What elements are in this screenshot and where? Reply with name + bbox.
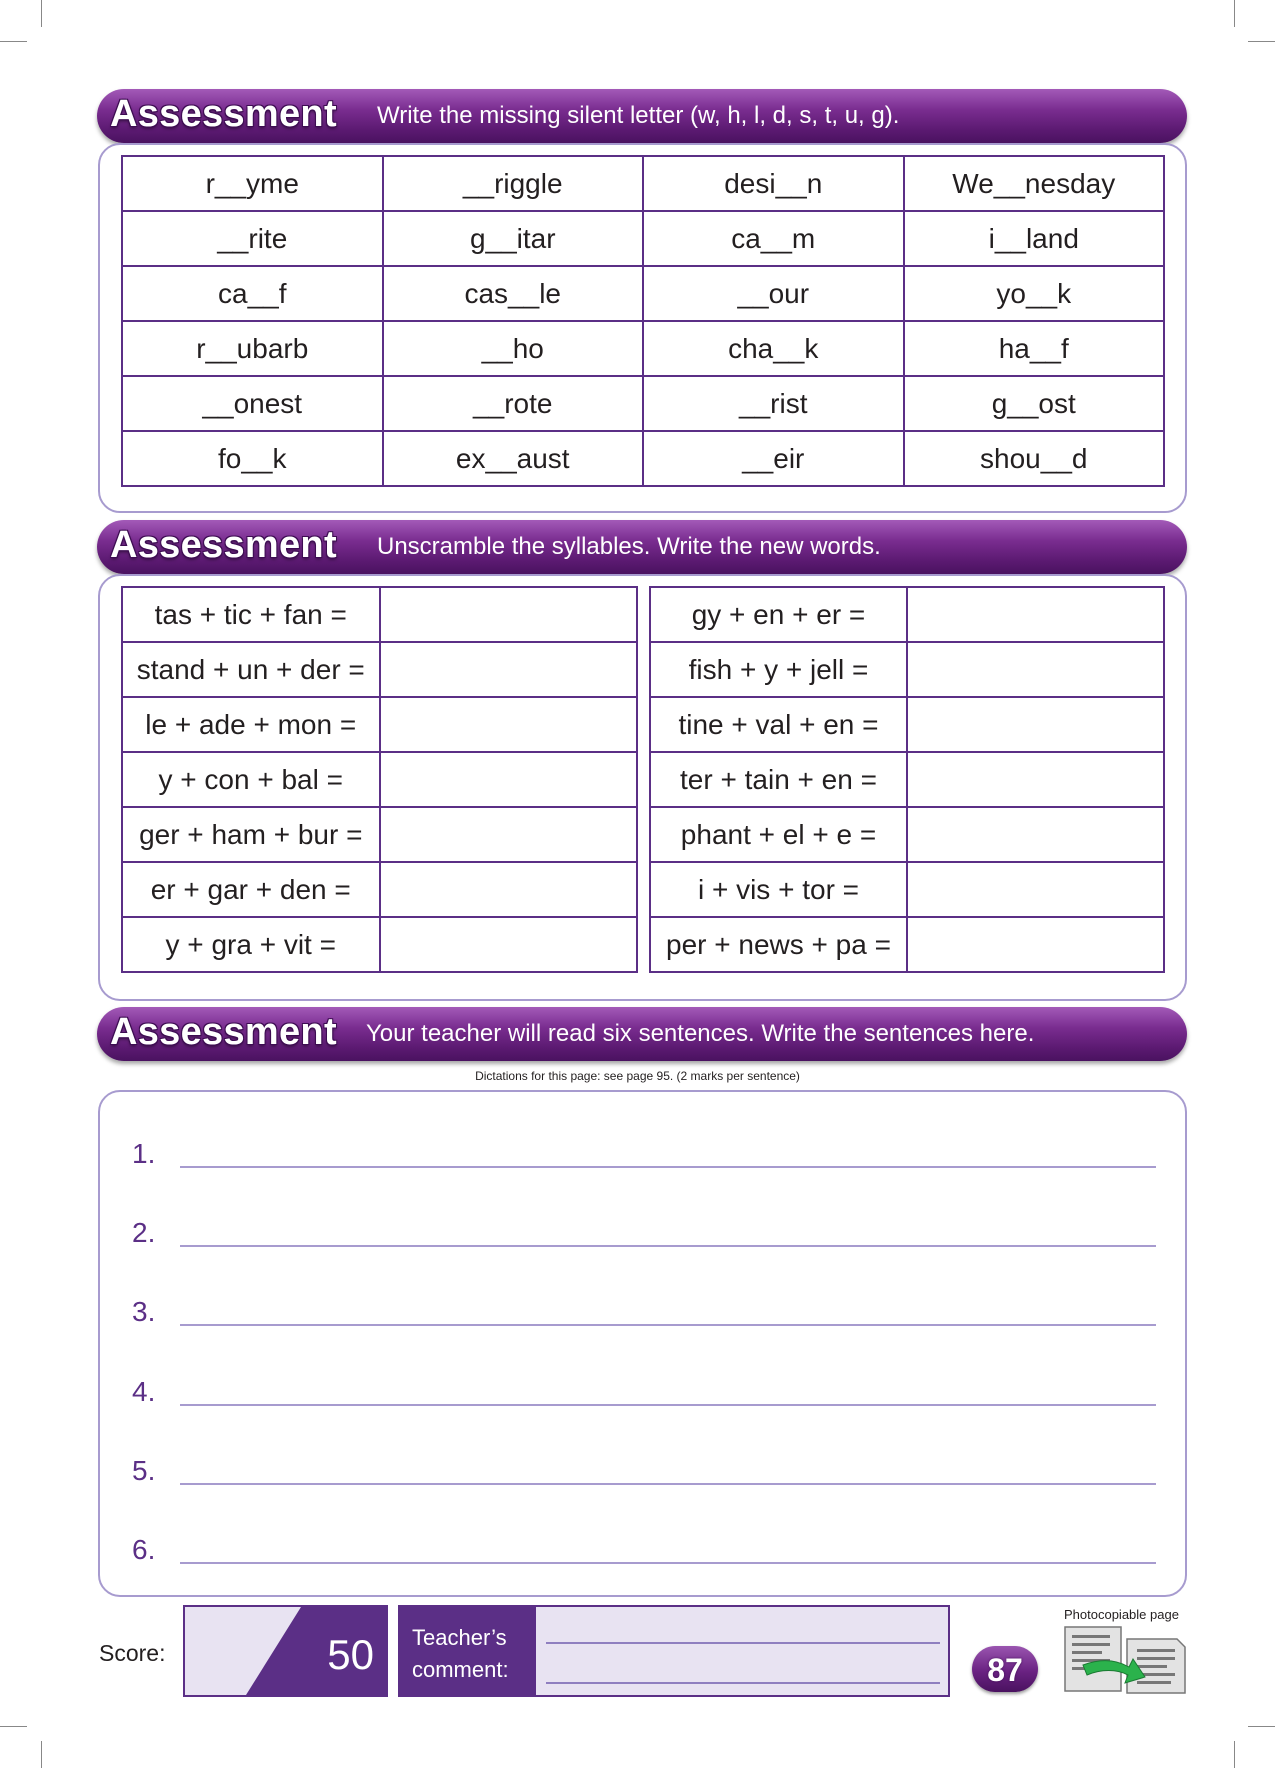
teacher-comment-box[interactable] (398, 1605, 950, 1697)
word-cell[interactable]: ex__aust (383, 431, 644, 486)
sentence-line-2[interactable] (180, 1245, 1156, 1247)
sentence-line-5[interactable] (180, 1483, 1156, 1485)
section3-instruction: Your teacher will read six sentences. Write the sentences here. (366, 1020, 1035, 1047)
answer-cell[interactable] (907, 697, 1164, 752)
word-cell[interactable]: g__ost (904, 376, 1165, 431)
answer-cell[interactable] (380, 752, 638, 807)
answer-cell[interactable] (380, 807, 638, 862)
word-cell[interactable]: ha__f (904, 321, 1165, 376)
word-cell[interactable]: __rite (122, 211, 383, 266)
syllable-prompt: tine + val + en = (650, 697, 907, 752)
table-row (122, 642, 637, 697)
answer-cell[interactable] (380, 917, 638, 972)
table-row (650, 917, 1164, 972)
crop-mark (41, 1741, 42, 1768)
crop-mark (1248, 1726, 1275, 1727)
answer-cell[interactable] (380, 642, 638, 697)
score-box[interactable] (183, 1605, 388, 1697)
answer-cell[interactable] (907, 752, 1164, 807)
word-cell[interactable]: shou__d (904, 431, 1165, 486)
comment-line[interactable] (546, 1642, 940, 1644)
word-cell[interactable]: r__yme (122, 156, 383, 211)
sentence-number: 5. (132, 1455, 156, 1486)
sentence-number: 6. (132, 1534, 156, 1565)
sentence-line-6[interactable] (180, 1562, 1156, 1564)
page-number-badge (972, 1646, 1038, 1692)
syllable-prompt: y + con + bal = (122, 752, 380, 807)
table-row (650, 752, 1164, 807)
table-row (122, 156, 1164, 211)
syllable-prompt: gy + en + er = (650, 587, 907, 642)
answer-cell[interactable] (380, 587, 638, 642)
sentence-number: 1. (132, 1138, 156, 1169)
word-cell[interactable]: g__itar (383, 211, 644, 266)
syllable-prompt: le + ade + mon = (122, 697, 380, 752)
silent-letter-table (121, 155, 1165, 487)
answer-cell[interactable] (380, 697, 638, 752)
crop-mark (0, 1726, 27, 1727)
photocopy-icon (1063, 1625, 1191, 1695)
score-label: Score: (99, 1640, 166, 1666)
sentence-line-3[interactable] (180, 1324, 1156, 1326)
answer-cell[interactable] (907, 587, 1164, 642)
table-row (650, 587, 1164, 642)
sentence-number: 2. (132, 1217, 156, 1248)
table-row (122, 697, 637, 752)
sentence-number: 3. (132, 1296, 156, 1327)
syllable-prompt: stand + un + der = (122, 642, 380, 697)
table-row (122, 862, 637, 917)
syllable-prompt: phant + el + e = (650, 807, 907, 862)
answer-cell[interactable] (380, 862, 638, 917)
syllable-prompt: y + gra + vit = (122, 917, 380, 972)
syllable-prompt: per + news + pa = (650, 917, 907, 972)
dictation-note: Dictations for this page: see page 95. (2 marks per sentence) (475, 1069, 800, 1083)
crop-mark (0, 41, 27, 42)
table-row (122, 321, 1164, 376)
section3-banner (97, 1007, 1187, 1061)
crop-mark (1234, 1741, 1235, 1768)
table-row (122, 376, 1164, 431)
word-cell[interactable]: desi__n (643, 156, 904, 211)
section3-title: Assessment (110, 1011, 337, 1053)
crop-mark (1248, 41, 1275, 42)
teacher-comment-label (400, 1607, 536, 1695)
table-row (122, 917, 637, 972)
table-row (122, 266, 1164, 321)
word-cell[interactable]: fo__k (122, 431, 383, 486)
word-cell[interactable]: __onest (122, 376, 383, 431)
word-cell[interactable]: __eir (643, 431, 904, 486)
table-row (650, 807, 1164, 862)
page-number: 87 (987, 1652, 1023, 1688)
answer-cell[interactable] (907, 862, 1164, 917)
word-cell[interactable]: r__ubarb (122, 321, 383, 376)
word-cell[interactable]: We__nesday (904, 156, 1165, 211)
table-row (122, 587, 637, 642)
sentence-line-4[interactable] (180, 1404, 1156, 1406)
word-cell[interactable]: yo__k (904, 266, 1165, 321)
word-cell[interactable]: __ho (383, 321, 644, 376)
section1-instruction: Write the missing silent letter (w, h, l, d, s, t, u, g). (377, 102, 900, 129)
table-row (650, 697, 1164, 752)
syllable-prompt: er + gar + den = (122, 862, 380, 917)
table-row (650, 642, 1164, 697)
syllable-prompt: fish + y + jell = (650, 642, 907, 697)
sentence-line-1[interactable] (180, 1166, 1156, 1168)
syllable-prompt: i + vis + tor = (650, 862, 907, 917)
syllables-table-right (649, 586, 1165, 973)
crop-mark (1234, 0, 1235, 27)
section1-banner (97, 89, 1187, 143)
photocopiable-label: Photocopiable page (1064, 1607, 1179, 1622)
word-cell[interactable]: cha__k (643, 321, 904, 376)
comment-label-line2: comment: (412, 1657, 509, 1682)
table-row (122, 807, 637, 862)
comment-label-line1: Teacher’s (412, 1625, 507, 1650)
word-cell[interactable]: __riggle (383, 156, 644, 211)
word-cell[interactable]: __rote (383, 376, 644, 431)
syllable-prompt: ger + ham + bur = (122, 807, 380, 862)
word-cell[interactable]: ca__m (643, 211, 904, 266)
answer-cell[interactable] (907, 917, 1164, 972)
table-row (122, 431, 1164, 486)
table-row (122, 752, 637, 807)
word-cell[interactable]: cas__le (383, 266, 644, 321)
section2-instruction: Unscramble the syllables. Write the new words. (377, 533, 881, 560)
word-cell[interactable]: i__land (904, 211, 1165, 266)
section2-title: Assessment (110, 524, 337, 566)
section1-title: Assessment (110, 93, 337, 135)
section2-banner (97, 520, 1187, 574)
answer-cell[interactable] (907, 642, 1164, 697)
word-cell[interactable]: __our (643, 266, 904, 321)
sentence-number: 4. (132, 1376, 156, 1407)
word-cell[interactable]: __rist (643, 376, 904, 431)
word-cell[interactable]: ca__f (122, 266, 383, 321)
syllable-prompt: tas + tic + fan = (122, 587, 380, 642)
syllable-prompt: ter + tain + en = (650, 752, 907, 807)
crop-mark (41, 0, 42, 27)
table-row (122, 211, 1164, 266)
syllables-table-left (121, 586, 638, 973)
table-row (650, 862, 1164, 917)
score-total: 50 (327, 1631, 374, 1678)
comment-line[interactable] (546, 1682, 940, 1684)
answer-cell[interactable] (907, 807, 1164, 862)
